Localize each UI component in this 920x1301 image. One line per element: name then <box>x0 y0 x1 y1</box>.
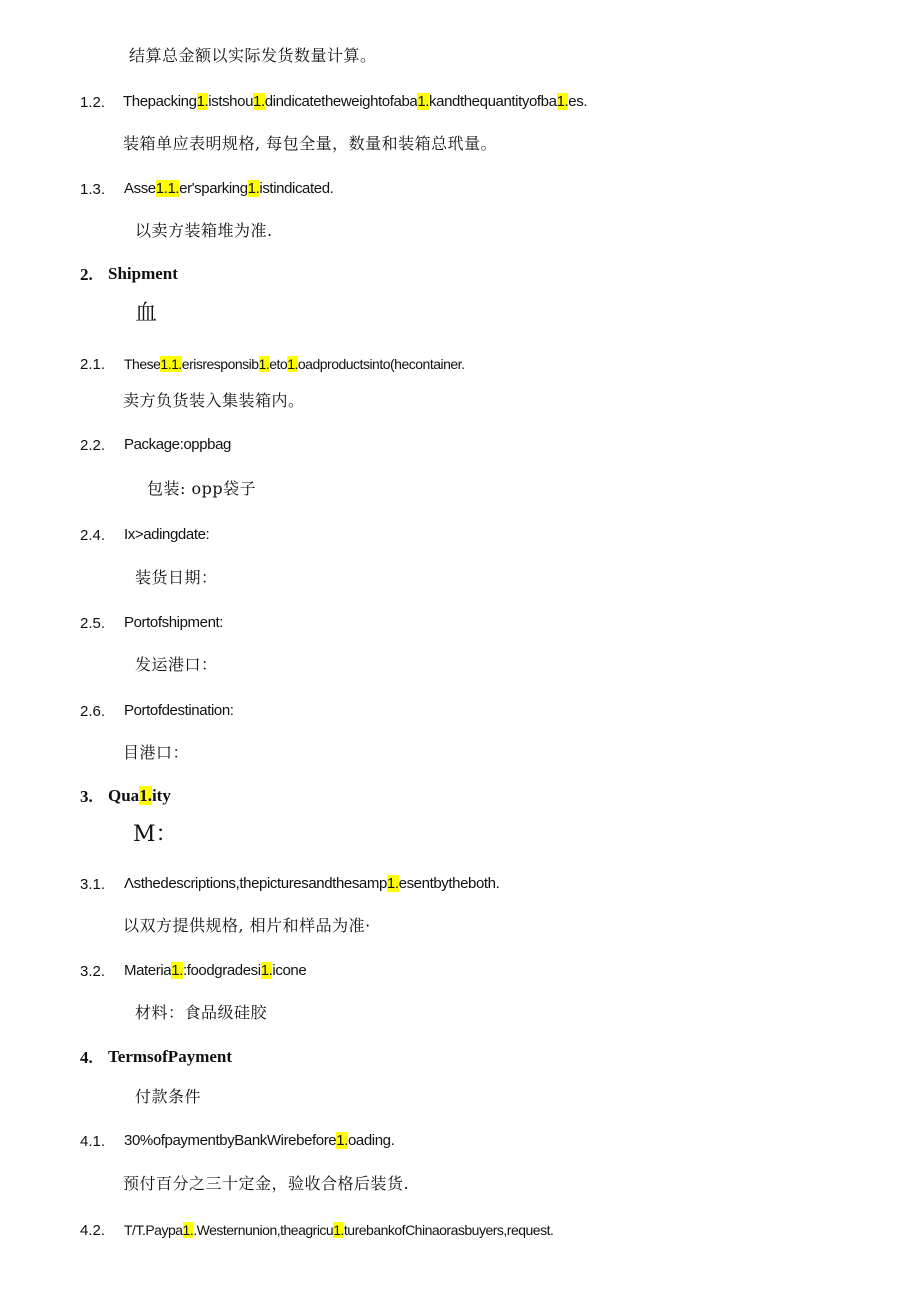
section-number: 2. <box>80 265 93 284</box>
text-segment: er'sparking <box>179 180 248 197</box>
highlight-mark: 1.1. <box>155 180 180 197</box>
text-segment: esentbytheboth. <box>398 875 500 892</box>
highlight-mark: 1. <box>139 786 152 805</box>
clause-1-2-chinese: 装箱单应表明规格, 每包全量，数量和装箱总玳量。 <box>123 134 498 153</box>
clause-number: 2.2. <box>80 437 106 454</box>
clause-number: 1.3. <box>80 181 106 198</box>
section-heading-shipment: Shipment <box>108 264 178 283</box>
text-segment: erisresponsib <box>181 356 259 372</box>
clause-2-6-english: Portofdestination: <box>124 702 234 719</box>
text-segment: Thepacking <box>123 93 197 110</box>
section-number: 3. <box>80 787 93 806</box>
clause-2-2-english: Package:oppbag <box>124 436 231 453</box>
clause-2-1-english <box>124 357 464 371</box>
clause-2-5-chinese: 发运港口： <box>135 655 218 674</box>
clause-3-2-english <box>124 963 306 978</box>
section-heading-chinese: 血 <box>135 301 158 326</box>
highlight-mark: 1. <box>417 93 430 110</box>
text-segment: These <box>124 356 161 372</box>
highlight-mark: 1. <box>386 875 399 892</box>
clause-3-1-english <box>124 876 499 891</box>
highlight-mark: 1. <box>258 356 270 372</box>
clause-2-1-chinese: 卖方负货装入集装箱内。 <box>123 391 305 410</box>
clause-2-2-chinese: 包装: opp袋子 <box>147 479 257 498</box>
highlight-mark: 1.1. <box>160 356 182 372</box>
highlight-mark: 1. <box>182 1222 194 1238</box>
clause-1-3-english <box>124 181 333 196</box>
clause-number: 2.6. <box>80 703 106 720</box>
clause-number: 2.5. <box>80 615 106 632</box>
clause-4-2-english <box>124 1223 553 1237</box>
section-heading-quality <box>108 787 171 804</box>
section-heading-chinese: 付款条件 <box>135 1087 202 1106</box>
clause-3-1-chinese: 以双方提供规格, 相片和样品为准· <box>123 916 371 935</box>
highlight-mark: 1. <box>556 93 569 110</box>
clause-1-3-chinese: 以卖方装箱堆为准. <box>135 221 273 240</box>
clause-3-2-chinese: 材料：食品级硅胶 <box>135 1003 268 1022</box>
clause-number: 2.4. <box>80 527 106 544</box>
clause-1-2-english <box>123 94 587 109</box>
clause-4-1-chinese: 预付百分之三十定金，验收合格后装货. <box>123 1174 410 1193</box>
text-segment: T/T.Paypa <box>124 1222 183 1238</box>
text-segment: istindicated. <box>259 180 334 197</box>
highlight-mark: 1. <box>196 93 209 110</box>
text-segment: Materia <box>124 962 172 979</box>
clause-number: 4.1. <box>80 1133 106 1150</box>
highlight-mark: 1. <box>336 1132 348 1149</box>
highlight-mark: 1. <box>247 180 260 197</box>
text-segment: istshou <box>208 93 254 110</box>
text-segment: oadproductsinto(hecontainer. <box>297 356 465 372</box>
clause-number: 4.2. <box>80 1222 106 1239</box>
section-heading-payment: TermsofPayment <box>108 1047 233 1066</box>
highlight-mark: 1. <box>287 356 298 372</box>
highlight-mark: 1. <box>171 962 183 979</box>
clause-number: 3.2. <box>80 963 106 980</box>
text-segment: oading. <box>347 1132 395 1149</box>
clause-2-5-english: Portofshipment: <box>124 614 224 631</box>
section-heading-chinese: M： <box>133 822 178 847</box>
text-segment: es. <box>568 93 588 110</box>
text-segment: icone <box>272 962 307 979</box>
clause-2-4-english: Ix>adingdate: <box>124 526 210 543</box>
clause-4-1-english <box>124 1133 394 1148</box>
text-segment: 30%ofpaymentbyBankWirebefore <box>124 1132 337 1149</box>
text-segment: kandthequantityofba <box>429 93 557 110</box>
highlight-mark: 1. <box>253 93 265 110</box>
text-segment: :foodgradesi <box>182 962 261 979</box>
clause-number: 1.2. <box>80 94 106 111</box>
highlight-mark: 1. <box>333 1222 344 1238</box>
clause-2-4-chinese: 装货日期： <box>135 568 218 587</box>
clause-1-1-chinese: 结算总金额以实际发货数量计算。 <box>129 46 377 65</box>
text-segment: turebankofChinaorasbuyers,request. <box>343 1222 554 1238</box>
clause-2-6-chinese: 目港口： <box>123 743 190 762</box>
text-segment: eto <box>269 356 288 372</box>
text-segment: Asse <box>124 180 156 197</box>
clause-number: 2.1. <box>80 356 106 373</box>
section-number: 4. <box>80 1048 93 1067</box>
highlight-mark: 1. <box>260 962 273 979</box>
text-segment: Λsthedescriptions,thepicturesandthesamp <box>124 875 387 892</box>
text-segment: Qua <box>108 786 140 805</box>
text-segment: dindicatetheweightofaba <box>264 93 418 110</box>
text-segment: ity <box>151 786 171 805</box>
text-segment: .Westernunion,theagricu <box>193 1222 334 1238</box>
clause-number: 3.1. <box>80 876 106 893</box>
